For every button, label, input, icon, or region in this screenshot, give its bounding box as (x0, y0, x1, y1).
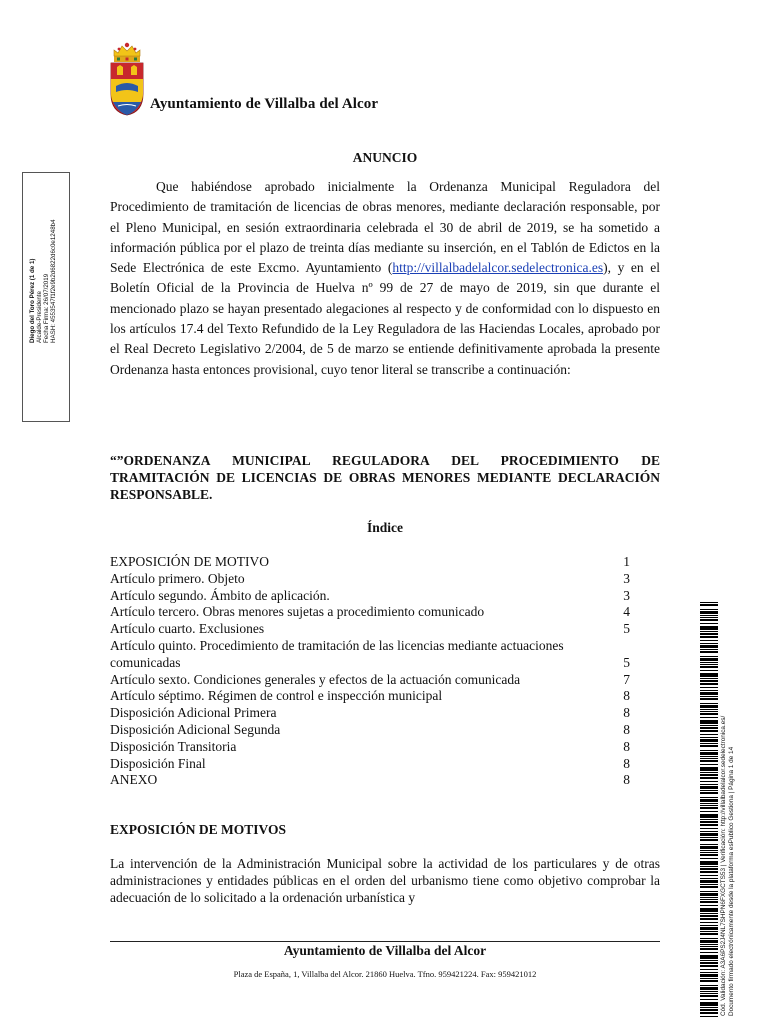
index-entry-page: 8 (623, 688, 630, 704)
sede-electronica-link[interactable]: http://villalbadelalcor.sedelectronica.es (392, 260, 604, 276)
index-entry-label: Disposición Transitoria (110, 738, 237, 754)
index-entry (110, 638, 630, 672)
index-entry (110, 672, 630, 689)
index-entry-page: 8 (623, 705, 630, 721)
footer-divider (110, 941, 660, 942)
index-entry-page: 3 (623, 587, 630, 603)
index-entry (110, 604, 630, 621)
index-entry (110, 772, 630, 789)
motives-heading: EXPOSICIÓN DE MOTIVOS (110, 822, 287, 837)
coat-of-arms-icon (108, 42, 146, 116)
index-entry-label: Artículo primero. Objeto (110, 570, 245, 586)
index-entry-label: EXPOSICIÓN DE MOTIVO (110, 554, 269, 569)
index-entry-label: Artículo quinto. Procedimiento de tramitación de las licencias mediante actuaciones comunicadas (110, 637, 564, 670)
index-entry (110, 688, 630, 705)
index-entry (110, 705, 630, 722)
index-entry-page: 8 (623, 738, 630, 754)
motives-paragraph: La intervención de la Administración Municipal sobre la actividad de los particulares y de otras administraciones y entidades públicas en el orden del urbanismo tiene como objetivo comprobar la adecuación de lo solicitado a la ordenación urbanística y (110, 856, 660, 906)
index-entry-page: 5 (623, 654, 630, 670)
index-entry (110, 722, 630, 739)
index-entry (110, 739, 630, 756)
index-entry-page: 3 (623, 570, 630, 586)
signature-hash: HASH: 4553547f1f2e9b2d6822d6c0e1248b4 (50, 219, 57, 343)
intro-text-end: ), y en el Boletín Oficial de la Provincia de Huelva nº 99 de 27 de mayo de 2019, sin que durante el mencionado plazo se hayan presentado alegaciones al respecto y de conformidad con lo dispuesto en los artículos 17.4 del Texto Refundido de la Ley Reguladora de las Haciendas Locales, aprobado por el Real Decreto Legislativo 2/2004, de 5 de marzo se entiende definitivamente aprobada la presente Ordenanza hasta entonces provisional, cuyo tenor literal se transcribe a continuación: (110, 260, 661, 377)
index-entry-label: Artículo séptimo. Régimen de control e inspección municipal (110, 688, 443, 704)
index-entry-page: 7 (623, 671, 630, 687)
index-entry-label: Artículo segundo. Ámbito de aplicación. (110, 587, 330, 603)
ordinance-title: “”ORDENANZA MUNICIPAL REGULADORA DEL PROCEDIMIENTO DE TRAMITACIÓN DE LICENCIAS DE OBRAS MENORES MEDIANTE DECLARACIÓN RESPONSABLE. (110, 453, 660, 502)
signer-role: Alcalde-Presidente (36, 291, 43, 343)
index-entry (110, 756, 630, 773)
index-entry-page: 5 (623, 621, 630, 637)
index-list (110, 554, 630, 789)
municipality-header: Ayuntamiento de Villalba del Alcor (150, 96, 379, 112)
index-entry (110, 571, 630, 588)
verification-stamp (716, 602, 746, 1018)
index-entry-label: ANEXO (110, 772, 158, 788)
index-entry (110, 588, 630, 605)
index-entry-label: Artículo sexto. Condiciones generales y efectos de la actuación comunicada (110, 671, 521, 687)
index-entry-page: 8 (623, 755, 630, 771)
index-entry-label: Disposición Adicional Primera (110, 705, 277, 721)
verification-code: Cód. Validación: A3A6PS2J4NL7SHPN6FXGCTS53 | Verificación: http://villalbadelalcor.sedelectronica.es/ (720, 715, 727, 1016)
index-entry-label: Disposición Adicional Segunda (110, 721, 281, 737)
document-title: ANUNCIO (352, 150, 418, 165)
index-entry-page: 8 (623, 721, 630, 737)
intro-text-start: Que habiéndose aprobado inicialmente la Ordenanza Municipal Reguladora del Procedimiento de tramitación de licencias de obras menores, mediante declaración responsable, por el Pleno Municipal, en sesión extraordinaria celebrada el 30 de abril de 2019, se ha sometido a información pública por el plazo de treinta días mediante su inserción, en el Tablón de Edictos en la Sede Electrónica de este Excmo. Ayuntamiento ( (110, 179, 660, 276)
index-entry-label: Disposición Final (110, 755, 206, 771)
signature-stamp (22, 172, 70, 422)
footer-municipality: Ayuntamiento de Villalba del Alcor (283, 943, 487, 958)
index-entry (110, 621, 630, 638)
index-title: Índice (366, 520, 403, 535)
index-entry (110, 554, 630, 571)
index-entry-page: 4 (623, 604, 630, 620)
index-entry-page: 8 (623, 772, 630, 788)
index-entry-label: Artículo cuarto. Exclusiones (110, 621, 265, 637)
footer-address: Plaza de España, 1, Villalba del Alcor. 21860 Huelva. Tfno. 959421224. Fax: 959421012 (233, 969, 537, 979)
verification-platform: Documento firmado electrónicamente desde la plataforma esPublico Gestiona | Página 1 de 14 (728, 746, 735, 1016)
index-entry-label: Artículo tercero. Obras menores sujetas a procedimiento comunicado (110, 604, 485, 620)
signer-name: Diego del Toro Pérez (1 de 1) (29, 258, 36, 343)
intro-paragraph (110, 177, 660, 380)
signature-date: Fecha Firma: 26/07/2019 (43, 273, 50, 343)
index-entry-page: 1 (623, 554, 630, 569)
